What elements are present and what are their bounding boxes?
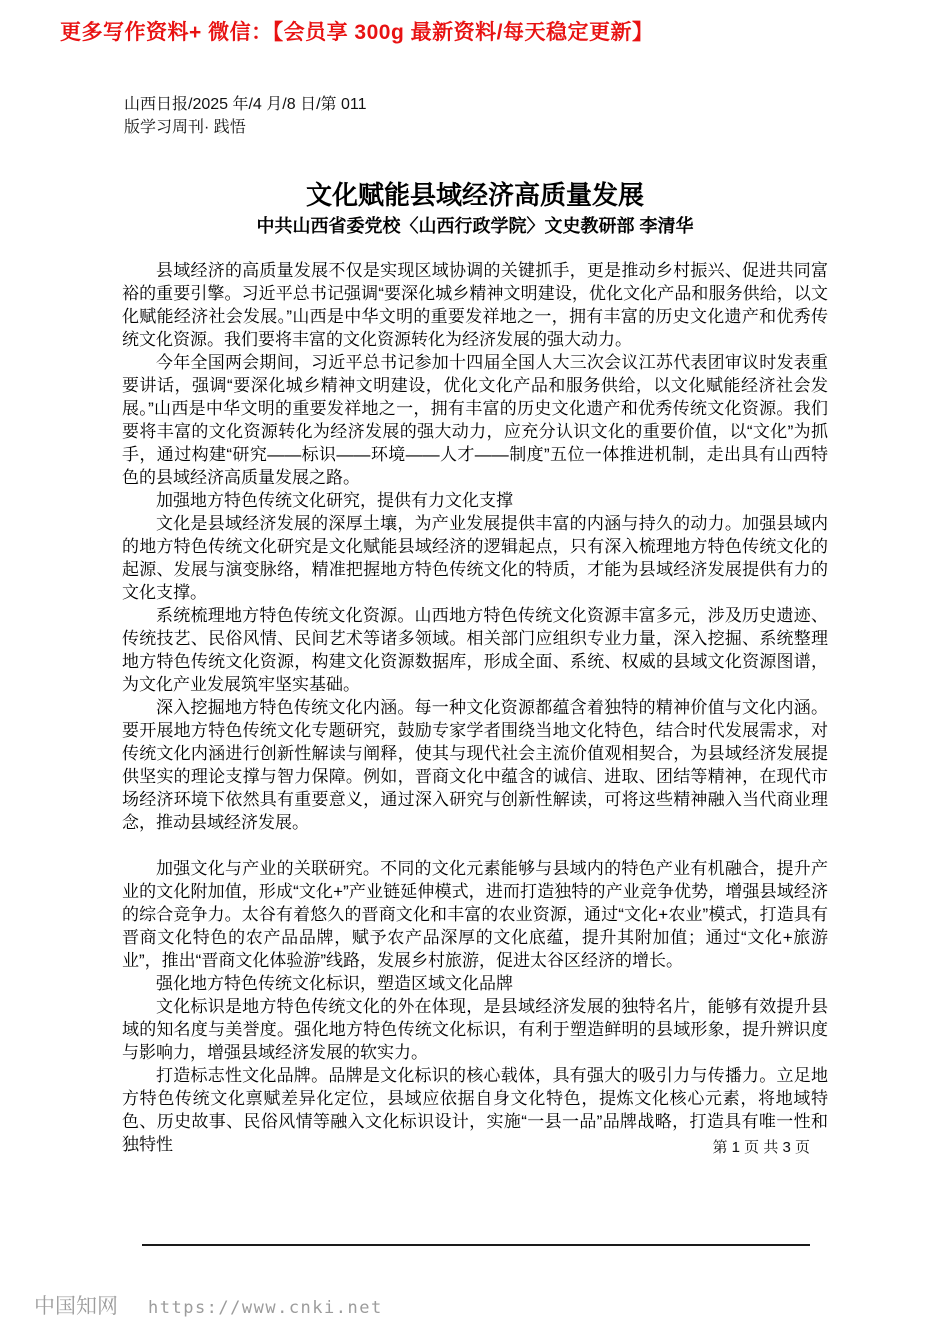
article-title: 文化赋能县域经济高质量发展 <box>305 180 644 211</box>
source-line-1: 山西日报/2025 年/4 月/8 日/第 011 <box>124 96 367 113</box>
article-body <box>122 259 828 1156</box>
paragraph: 县域经济的高质量发展不仅是实现区域协调的关键抓手，更是推动乡村振兴、促进共同富裕的重要引擎。习近平总书记强调“要深化城乡精神文明建设，优化文化产品和服务供给，以文化赋能经济社会发展。”山西是中华文明的重要发祥地之一，拥有丰富的历史文化遗产和优秀传统文化资源。我们要将丰富的文化资源转化为经济发展的强大动力。 <box>122 261 828 349</box>
cnki-logo-text: 中国知网 <box>34 1294 118 1318</box>
section-heading: 加强地方特色传统文化研究，提供有力文化支撑 <box>156 491 513 510</box>
paragraph: 文化是县域经济发展的深厚土壤，为产业发展提供丰富的内涵与持久的动力。加强县域内的地方特色传统文化研究是文化赋能县域经济的逻辑起点，只有深入梳理地方特色传统文化的起源、发展与演变脉络，精准把握地方特色传统文化的特质，才能为县域经济发展提供有力的文化支撑。 <box>122 514 828 602</box>
paragraph: 深入挖掘地方特色传统文化内涵。每一种文化资源都蕴含着独特的精神价值与文化内涵。要开展地方特色传统文化专题研究，鼓励专家学者围绕当地文化特色，结合时代发展需求，对传统文化内涵进行创新性解读与阐释，使其与现代社会主流价值观相契合，为县域经济发展提供坚实的理论支撑与智力保障。例如，晋商文化中蕴含的诚信、进取、团结等精神，在现代市场经济环境下依然具有重要意义，通过深入研究与创新性解读，可将这些精神融入当代商业理念，推动县域经济发展。 <box>122 698 828 832</box>
footer-divider-line <box>142 1244 810 1246</box>
cnki-url-text: https://www.cnki.net <box>148 1298 383 1318</box>
section-heading: 强化地方特色传统文化标识，塑造区域文化品牌 <box>156 974 513 993</box>
paragraph: 打造标志性文化品牌。品牌是文化标识的核心载体，具有强大的吸引力与传播力。立足地方特色传统文化禀赋差异化定位，县域应依据自身文化特色，提炼文化核心元素，将地域特色、历史故事、民俗风情等融入文化标识设计，实施“一县一品”品牌战略，打造具有唯一性和独特性 <box>122 1066 828 1154</box>
paragraph: 文化标识是地方特色传统文化的外在体现，是县域经济发展的独特名片，能够有效提升县域的知名度与美誉度。强化地方特色传统文化标识，有利于塑造鲜明的县域形象，提升辨识度与影响力，增强县域经济发展的软实力。 <box>122 997 828 1062</box>
cnki-watermark <box>34 1290 383 1320</box>
paragraph-spacer <box>122 834 828 857</box>
source-line-2: 版学习周刊· 践悟 <box>124 119 246 136</box>
paragraph: 系统梳理地方特色传统文化资源。山西地方特色传统文化资源丰富多元，涉及历史遗迹、传统技艺、民俗风情、民间艺术等诸多领域。相关部门应组织专业力量，深入挖掘、系统整理地方特色传统文化资源，构建文化资源数据库，形成全面、系统、权威的县域文化资源图谱，为文化产业发展筑牢坚实基础。 <box>122 606 828 694</box>
paragraph: 今年全国两会期间，习近平总书记参加十四届全国人大三次会议江苏代表团审议时发表重要讲话，强调“要深化城乡精神文明建设，优化文化产品和服务供给，以文化赋能经济社会发展。”山西是中华文明的重要发祥地之一，拥有丰富的历史文化遗产和优秀传统文化资源。我们要将丰富的文化资源转化为经济发展的强大动力，应充分认识文化的重要价值，以“文化”为抓手，通过构建“研究——标识——环境——人才——制度”五位一体推进机制，走出具有山西特色的县域经济高质量发展之路。 <box>122 353 828 487</box>
article-source <box>124 93 366 139</box>
paragraph: 加强文化与产业的关联研究。不同的文化元素能够与县域内的特色产业有机融合，提升产业的文化附加值，形成“文化+”产业链延伸模式，进而打造独特的产业竞争优势，增强县域经济的综合竞争力。太谷有着悠久的晋商文化和丰富的农业资源，通过“文化+农业”模式，打造具有晋商文化特色的农产品品牌，赋予农产品深厚的文化底蕴，提升其附加值；通过“文化+旅游业”，推出“晋商文化体验游”线路，发展乡村旅游，促进太谷区经济的增长。 <box>122 859 828 970</box>
page-number-indicator: 第 1 页 共 3 页 <box>712 1139 810 1156</box>
article-byline: 中共山西省委党校〈山西行政学院〉文史教研部 李清华 <box>256 216 694 236</box>
promo-banner-text: 更多写作资料+ 微信：【会员享 300g 最新资料/每天稳定更新】 <box>60 21 654 44</box>
